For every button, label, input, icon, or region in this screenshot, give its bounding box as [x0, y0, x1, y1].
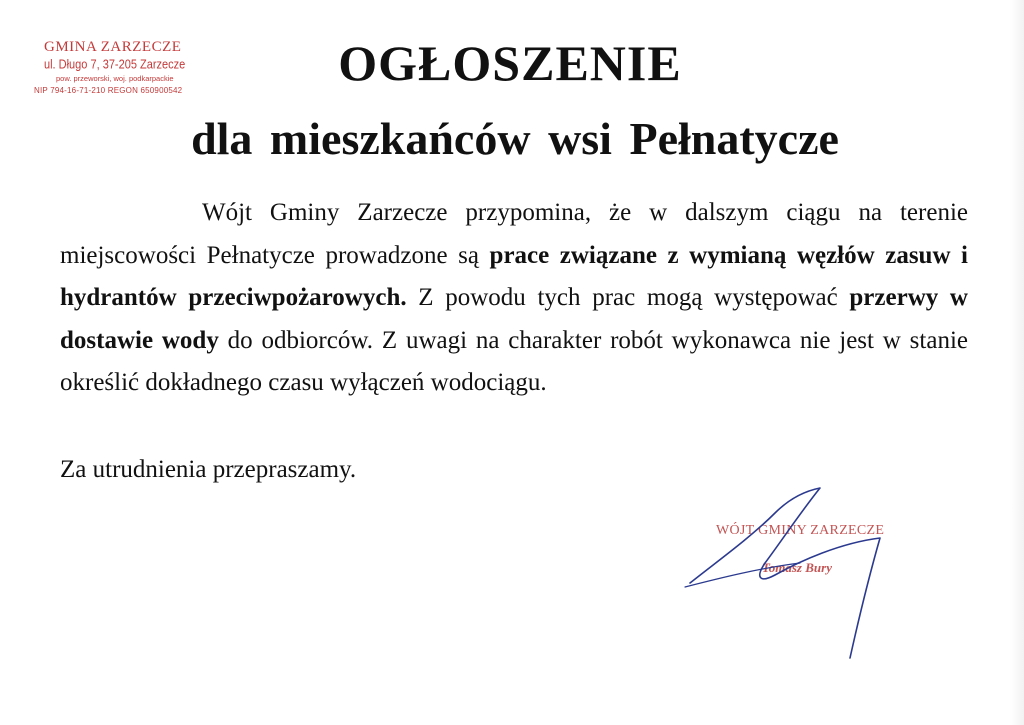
scan-edge-shadow	[1010, 0, 1024, 725]
page-subtitle: dla mieszkańców wsi Pełnatycze	[191, 113, 839, 164]
closing-apology: Za utrudnienia przepraszamy.	[60, 456, 357, 483]
stamp-office-name: GMINA ZARZECZE	[44, 39, 182, 55]
page-title: OGŁOSZENIE	[338, 35, 682, 91]
body-text-part1: Wójt Gminy Zarzecze przypomina, że w dalszym ciągu na terenie miejscowości Pełnatycze prowadzone są	[60, 199, 968, 269]
body-bold-water-outage: przerwy w dostawie wody	[60, 284, 968, 354]
body-bold-works: prace związane z wymianą węzłów zasuw i hydrantów przeciwpożarowych.	[60, 241, 969, 311]
gmina-header-stamp	[34, 40, 212, 95]
body-text-part2: Z powodu tych prac mogą występować	[406, 284, 850, 311]
stamp-mayor-name: Tomasz Bury	[762, 560, 832, 575]
announcement-body	[60, 192, 968, 405]
handwritten-signature-icon	[680, 483, 900, 663]
stamp-address: ul. Długo 7, 37-205 Zarzecze	[44, 57, 186, 73]
stamp-mayor-title: WÓJT GMINY ZARZECZE	[716, 523, 885, 538]
stamp-tax-ids: NIP 794-16-71-210 REGON 650900542	[34, 85, 183, 95]
stamp-district: pow. przeworski, woj. podkarpackie	[56, 74, 174, 83]
body-text-part3: do odbiorców. Z uwagi na charakter robót wykonawca nie jest w stanie określić dokładnego czasu wyłączeń wodociągu.	[60, 326, 968, 396]
